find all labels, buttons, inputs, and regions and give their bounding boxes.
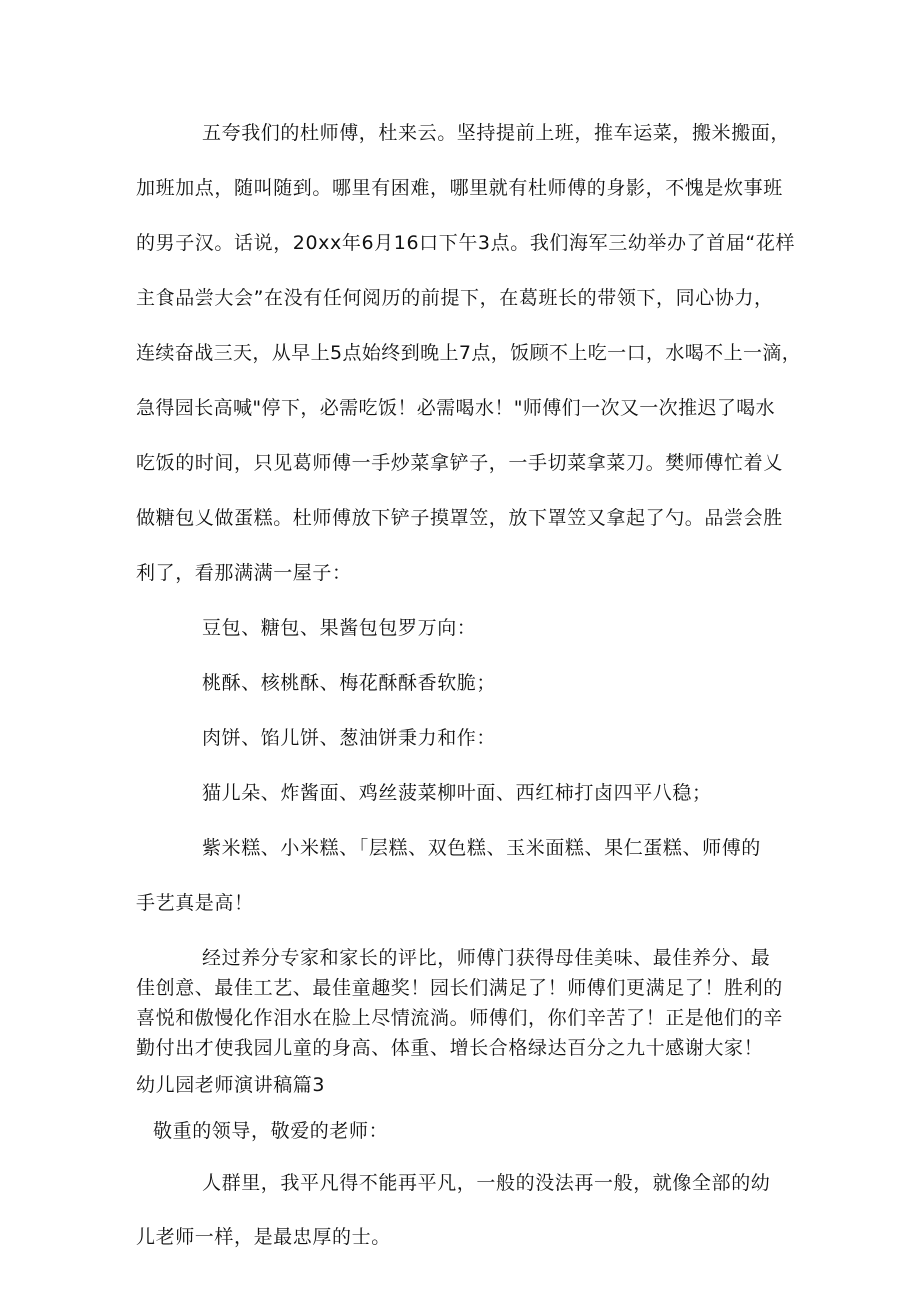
paragraph-1-line-8: 做糖包乂做蛋糕。杜师傅放下铲子摸罩笠，放下罩笠又拿起了勺。品尝会胜 [136,507,783,529]
verse-line-2: 桃酥、核桃酥、梅花酥酥香软脆； [202,672,497,694]
paragraph-1-line-3: 的男子汉。话说，20xx年6月16口下午3点。我们海军三幼举办了首届“花样 [136,232,796,254]
paragraph-1-line-1: 五夸我们的杜师傅，杜来云。坚持提前上班，推车运菜，搬米搬面， [202,122,791,144]
paragraph-1-line-4: 主食品尝大会”在没有任何阅历的前提下，在葛班长的带领下，同心协力， [136,287,774,309]
paragraph-3-line-1: 人群里，我平凡得不能再平凡，一般的没法再一般，就像全部的幼 [202,1172,771,1194]
paragraph-1-line-5: 连续奋战三天，从早上5点始终到晚上7点，饭顾不上吃一口，水喝不上一滴， [136,342,802,364]
paragraph-2-line-1: 经过养分专家和家长的评比，师傅门获得母佳美味、最佳养分、最 [202,947,771,969]
greeting: 敬重的领导，敬爱的老师： [153,1120,389,1142]
section-heading: 幼儿园老师演讲稿篇3 [136,1074,326,1096]
paragraph-2-line-3: 喜悦和傲慢化作泪水在脸上尽情流淌。师傅们，你们辛苦了！正是他们的辛 [136,1007,783,1029]
verse-line-4: 猫儿朵、炸酱面、鸡丝菠菜柳叶面、西红柿打卤四平八稳； [202,782,712,804]
paragraph-1-line-2: 加班加点，随叫随到。哪里有困难，哪里就有杜师傅的身影，不愧是炊事班 [136,177,783,199]
paragraph-2-line-2: 佳创意、最佳工艺、最佳童趣奖！园长们满足了！师傅们更满足了！胜利的 [136,977,783,999]
paragraph-3-line-2: 儿老师一样，是最忠厚的士。 [136,1226,391,1248]
paragraph-1-line-6: 急得园长高喊"停下，必需吃饭！必需喝水！"师傅们一次又一次推迟了喝水 [136,397,776,419]
verse-line-1: 豆包、糖包、果酱包包罗万向： [202,617,477,639]
paragraph-1-line-7: 吃饭的时间，只见葛师傅一手炒菜拿铲子，一手切菜拿菜刀。樊师傅忙着乂 [136,452,783,474]
verse-line-3: 肉饼、馅儿饼、葱油饼秉力和作： [202,727,497,749]
verse-line-6: 手艺真是高！ [136,892,254,914]
verse-line-5: 紫米糕、小米糕、「层糕、双色糕、玉米面糕、果仁蛋糕、师傅的 [202,837,761,859]
paragraph-2-line-4: 勤付出才使我园儿童的身高、体重、增长合格绿达百分之九十感谢大家！ [136,1037,764,1059]
paragraph-1-line-9: 利了，看那满满一屋子： [136,562,352,584]
